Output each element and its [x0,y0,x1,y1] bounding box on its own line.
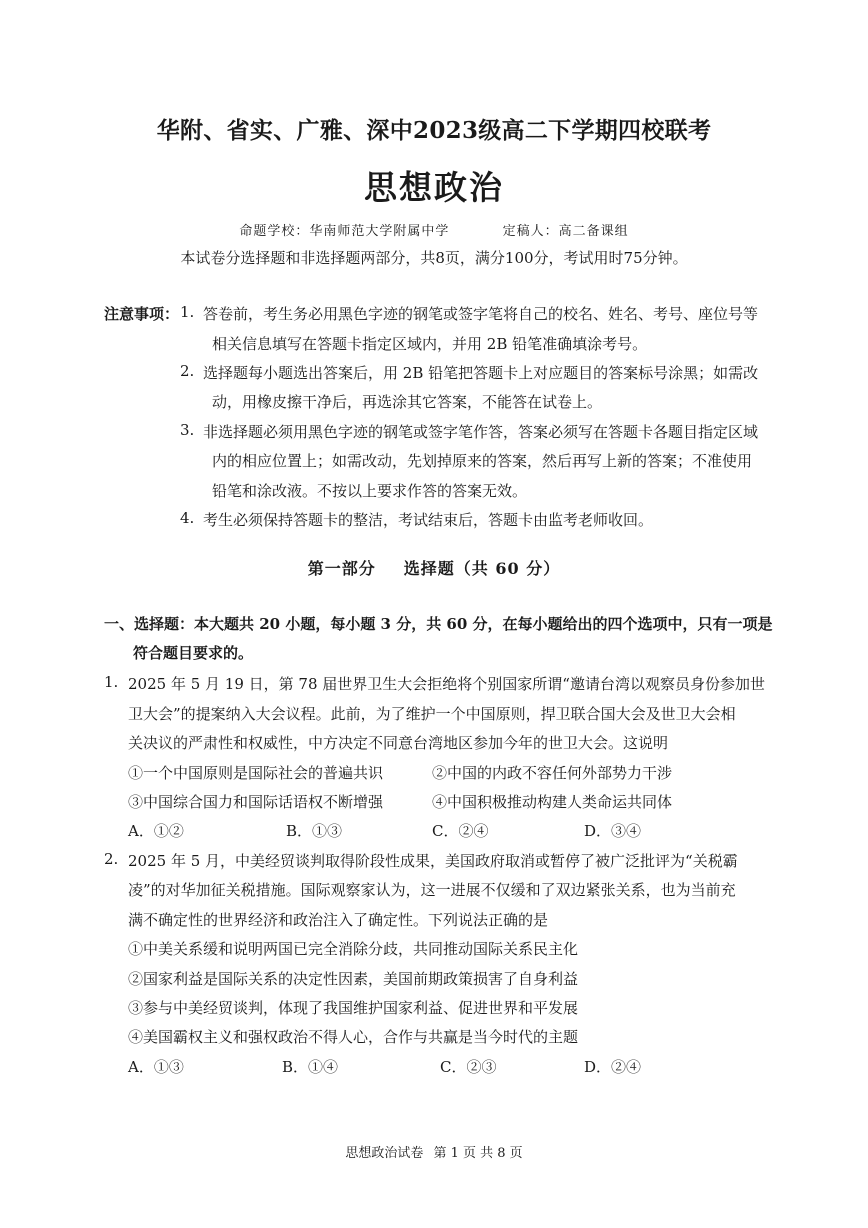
notice-item-3-line: 内的相应位置上；如需改动，先划掉原来的答案，然后再写上新的答案；不准使用 [212,452,753,470]
exam-meta [0,220,868,239]
question-2-number: 2. [104,850,119,868]
question-1-statement: ②中国的内政不容任何外部势力干涉 [432,764,673,782]
section-instruction: 符合题目要求的。 [133,644,254,662]
setter-school: 命题学校：华南师范大学附属中学 [239,224,450,239]
question-2-statement: ④美国霸权主义和强权政治不得人心，合作与共赢是当今时代的主题 [128,1028,579,1046]
finalizer: 定稿人：高二备课组 [502,224,629,239]
notice-item-3-num: 3. [180,421,195,439]
section-part: 第一部分 [307,559,376,578]
notice-item-4-line: 考生必须保持答题卡的整洁，考试结束后，答题卡由监考老师收回。 [203,511,654,529]
question-2-choice-c[interactable]: C．②③ [440,1058,497,1076]
question-1-statement: ③中国综合国力和国际话语权不断增强 [128,793,384,811]
question-2-choice-d[interactable]: D．②④ [584,1058,642,1076]
question-1-stem: 2025 年 5 月 19 日，第 78 届世界卫生大会拒绝将个别国家所谓“邀请台湾以观察员身份参加世 [128,675,765,693]
footer-subject: 思想政治试卷 [345,1146,424,1161]
question-1-choice-d[interactable]: D．③④ [584,822,642,840]
question-1-statement: ④中国积极推动构建人类命运共同体 [432,793,673,811]
question-2-stem: 满不确定性的世界经济和政治注入了确定性。下列说法正确的是 [128,911,549,929]
question-2-choice-a[interactable]: A．①③ [128,1058,184,1076]
question-2-stem: 2025 年 5 月，中美经贸谈判取得阶段性成果，美国政府取消或暂停了被广泛批评为“关税霸 [128,852,738,870]
notice-item-1-line: 相关信息填写在答题卡指定区域内，并用 2B 铅笔准确填涂考号。 [212,335,648,353]
question-2-choice-b[interactable]: B．①④ [282,1058,339,1076]
notice-item-2-line: 选择题每小题选出答案后，用 2B 铅笔把答题卡上对应题目的答案标号涂黑；如需改 [203,364,759,382]
question-1-statement: ①一个中国原则是国际社会的普遍共识 [128,764,384,782]
page-footer [0,1142,868,1161]
question-1-stem: 关决议的严肃性和权威性，中方决定不同意台湾地区参加今年的世卫大会。这说明 [128,734,669,752]
question-1-stem: 卫大会”的提案纳入大会议程。此前，为了维护一个中国原则，捍卫联合国大会及世卫大会相 [128,705,736,723]
notice-item-2-num: 2. [180,362,195,380]
notice-item-3-line: 非选择题必须用黑色字迹的钢笔或签字笔作答，答案必须写在答题卡各题目指定区域 [203,423,759,441]
question-2-statement: ②国家利益是国际关系的决定性因素，美国前期政策损害了自身利益 [128,970,579,988]
question-1-choice-b[interactable]: B．①③ [286,822,343,840]
question-2-statement: ①中美关系缓和说明两国已完全消除分歧，共同推动国际关系民主化 [128,940,579,958]
section-name: 选择题（共 60 分） [403,559,561,578]
footer-page-number: 第 1 页 共 8 页 [433,1146,523,1161]
subject-title: 思想政治 [364,168,504,207]
notice-item-1-line: 答卷前，考生务必用黑色字迹的钢笔或签字笔将自己的校名、姓名、考号、座位号等 [203,305,759,323]
question-2-statement: ③参与中美经贸谈判，体现了我国维护国家利益、促进世界和平发展 [128,999,579,1017]
question-1-choice-c[interactable]: C．②④ [432,822,489,840]
exam-title: 华附、省实、广雅、深中2023级高二下学期四校联考 [156,117,712,144]
notice-label: 注意事项： [104,305,180,323]
exam-intro: 本试卷分选择题和非选择题两部分，共8页，满分100分，考试用时75分钟。 [180,249,688,267]
question-1-choice-a[interactable]: A．①② [128,822,184,840]
notice-item-3-line: 铅笔和涂改液。不按以上要求作答的答案无效。 [212,482,528,500]
notice-item-4-num: 4. [180,509,195,527]
question-1-number: 1. [104,673,119,691]
question-2-stem: 凌”的对华加征关税措施。国际观察家认为，这一进展不仅缓和了双边紧张关系，也为当前充 [128,881,736,899]
notice-item-1-num: 1. [180,303,195,321]
section-heading [0,556,868,579]
notice-item-2-line: 动，用橡皮擦干净后，再选涂其它答案，不能答在试卷上。 [212,393,603,411]
section-instruction: 一、选择题：本大题共 20 小题，每小题 3 分，共 60 分，在每小题给出的四个选项中，只有一项是 [104,615,773,633]
